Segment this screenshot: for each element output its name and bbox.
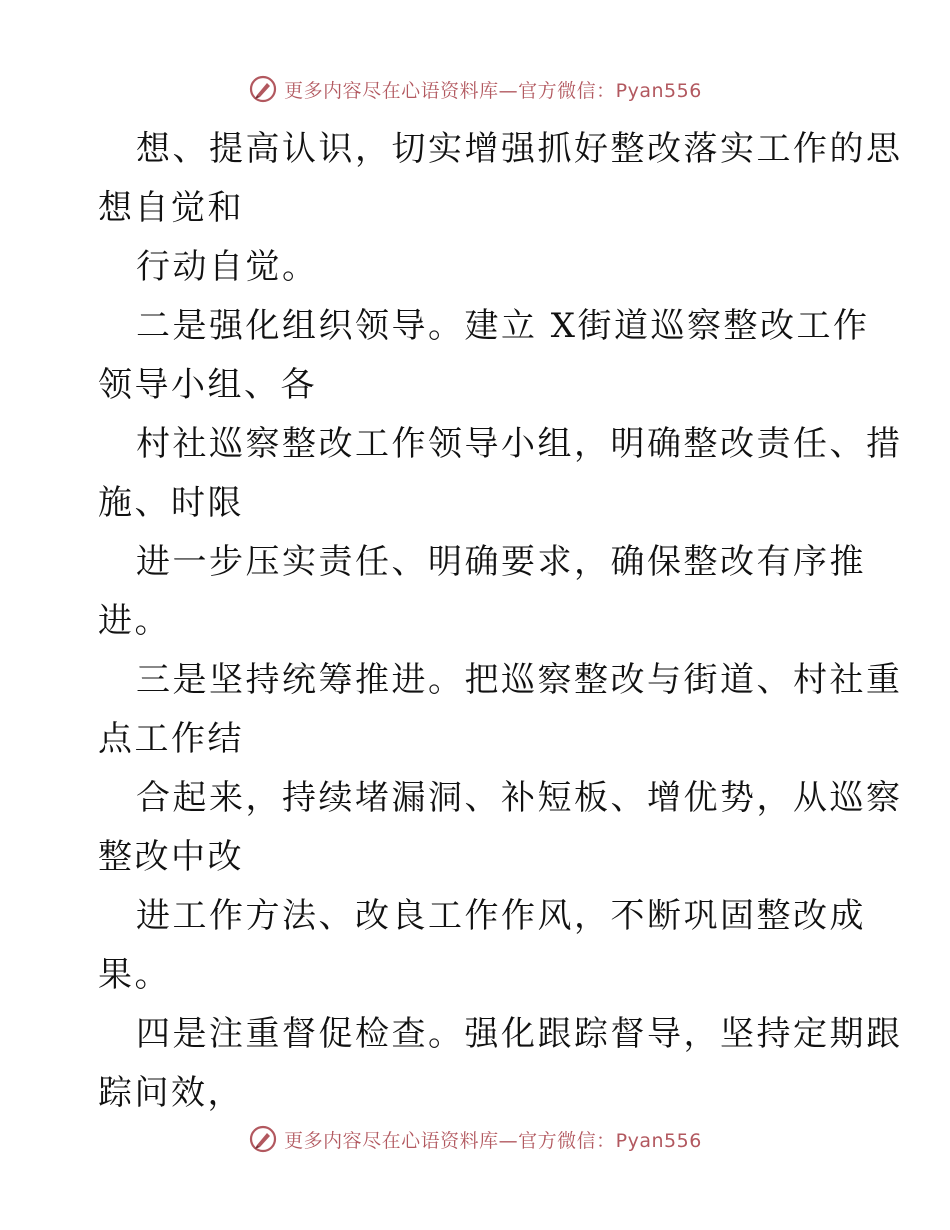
text-line: 村社巡察整改工作领导小组，明确整改责任、措 [136,424,903,464]
text-line: 点工作结 [98,719,244,759]
text-line: 二是强化组织领导。建立 X街道巡察整改工作 [136,306,870,346]
text-line: 果。 [98,955,171,995]
text-line: 三是坚持统筹推进。把巡察整改与街道、村社重 [136,660,903,700]
pen-circle-logo-icon [248,1124,278,1154]
footer-banner [0,1124,950,1154]
text-line: 领导小组、各 [98,365,317,405]
header-banner-text: 更多内容尽在心语资料库—官方微信：Pyan556 [284,79,702,102]
header-banner [0,74,950,104]
text-line: 进工作方法、改良工作作风，不断巩固整改成 [136,896,866,936]
text-line: 进一步压实责任、明确要求，确保整改有序推 [136,542,866,582]
text-line: 想自觉和 [98,188,244,228]
text-line: 踪问效， [98,1073,244,1113]
text-line: 想、提高认识，切实增强抓好整改落实工作的思 [136,129,903,169]
footer-banner-text: 更多内容尽在心语资料库—官方微信：Pyan556 [284,1129,702,1152]
text-line: 整改中改 [98,837,244,877]
pen-circle-logo-icon [248,74,278,104]
text-line: 合起来，持续堵漏洞、补短板、增优势，从巡察 [136,778,903,818]
document-body [98,120,903,1123]
text-line: 行动自觉。 [136,247,319,287]
text-line: 进。 [98,601,171,641]
text-line: 四是注重督促检查。强化跟踪督导，坚持定期跟 [136,1014,903,1054]
text-line: 施、时限 [98,483,244,523]
